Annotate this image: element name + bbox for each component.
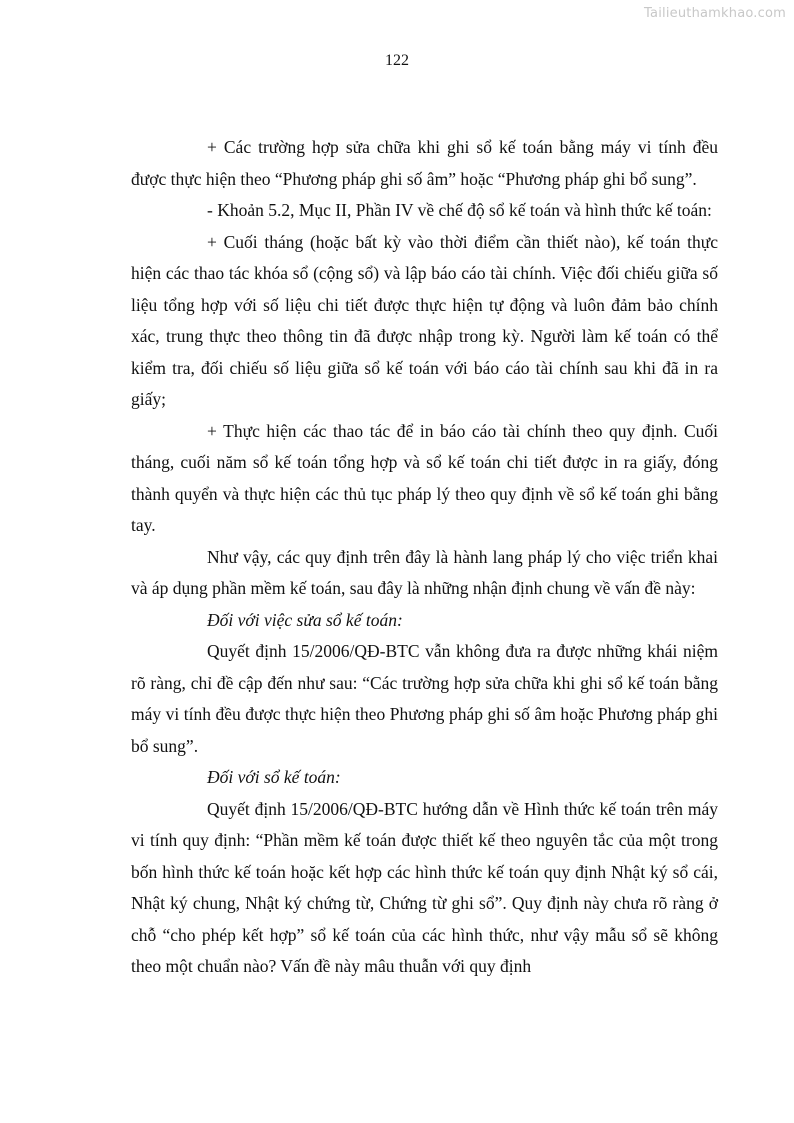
paragraph-correction-methods: + Các trường hợp sửa chữa khi ghi sổ kế toán bằng máy vi tính đều được thực hiện theo “Phương pháp ghi số âm” hoặc “Phương pháp ghi bổ sung”. [131, 137, 718, 189]
paragraph-legal-framework: Như vậy, các quy định trên đây là hành lang pháp lý cho việc triển khai và áp dụng phần mềm kế toán, sau đây là những nhận định chung về vấn đề này: [131, 546, 718, 598]
paragraph-decision-correction: Quyết định 15/2006/QĐ-BTC vẫn không đưa ra được những khái niệm rõ ràng, chỉ đề cập đến như sau: “Các trường hợp sửa chữa khi ghi sổ kế toán bằng máy vi tính đều được thực hiện theo Phương pháp ghi số âm hoặc Phương pháp ghi bổ sung”. [131, 641, 718, 756]
paragraph-month-end-closing: + Cuối tháng (hoặc bất kỳ vào thời điểm cần thiết nào), kế toán thực hiện các thao tác khóa sổ (cộng sổ) và lập báo cáo tài chính. Việc đối chiếu giữa số liệu tổng hợp với số liệu chi tiết được thực hiện tự động và luôn đảm bảo chính xác, trung thực theo thông tin đã được nhập trong kỳ. Người làm kế toán có thể kiểm tra, đối chiếu số liệu giữa sổ kế toán với báo cáo tài chính sau khi đã in ra giấy; [131, 231, 718, 409]
document-body [131, 132, 718, 983]
paragraph-decision-books: Quyết định 15/2006/QĐ-BTC hướng dẫn về Hình thức kế toán trên máy vi tính quy định: “Phần mềm kế toán được thiết kế theo nguyên tắc của một trong bốn hình thức kế toán hoặc kết hợp các hình thức kế toán quy định Nhật ký sổ cái, Nhật ký chung, Nhật ký chứng từ, Chứng từ ghi sổ”. Quy định này chưa rõ ràng ở chỗ “cho phép kết hợp” sổ kế toán của các hình thức, như vậy mẫu sổ sẽ không theo một chuẩn nào? Vấn đề này mâu thuẫn với quy định [131, 798, 718, 976]
watermark-text: Tailieuthamkhao.com [644, 6, 786, 21]
paragraph-print-reports: + Thực hiện các thao tác để in báo cáo tài chính theo quy định. Cuối tháng, cuối năm sổ kế toán tổng hợp và sổ kế toán chi tiết được in ra giấy, đóng thành quyển và thực hiện các thủ tục pháp lý theo quy định về sổ kế toán ghi bằng tay. [131, 420, 718, 535]
page-number: 122 [385, 52, 409, 69]
heading-ledger-correction: Đối với việc sửa sổ kế toán: [207, 609, 403, 630]
heading-accounting-books: Đối với sổ kế toán: [207, 767, 341, 787]
paragraph-clause-5-2: - Khoản 5.2, Mục II, Phần IV về chế độ sổ kế toán và hình thức kế toán: [207, 200, 712, 220]
